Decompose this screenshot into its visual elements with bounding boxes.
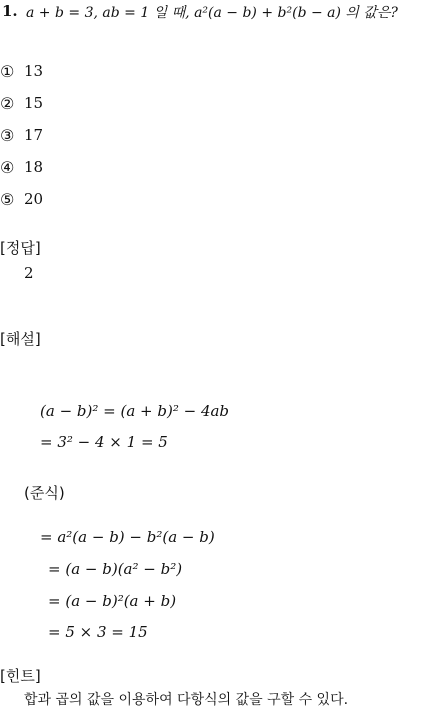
explanation-step-2: = (a − b)(a² − b²) bbox=[48, 560, 183, 578]
explanation-step-4: = 5 × 3 = 15 bbox=[48, 623, 148, 641]
choice-value: 13 bbox=[24, 62, 44, 80]
answer-heading: [정답] bbox=[0, 239, 41, 257]
choice-value: 18 bbox=[24, 158, 44, 176]
explanation-line-1: (a − b)² = (a + b)² − 4ab bbox=[40, 402, 230, 420]
explanation-heading: [해설] bbox=[0, 330, 41, 348]
choice-mark: ④ bbox=[0, 158, 15, 177]
question-number: 1. bbox=[2, 2, 18, 20]
choice-mark: ① bbox=[0, 62, 15, 81]
choice-mark: ⑤ bbox=[0, 190, 15, 209]
choice-value: 15 bbox=[24, 94, 44, 112]
hint-text: 합과 곱의 값을 이용하여 다항식의 값을 구할 수 있다. bbox=[24, 692, 349, 708]
explanation-step-3: = (a − b)²(a + b) bbox=[48, 592, 177, 610]
choice-value: 20 bbox=[24, 190, 44, 208]
choice-mark: ③ bbox=[0, 126, 15, 145]
explanation-line-2: = 3² − 4 × 1 = 5 bbox=[40, 433, 168, 451]
question-text: a + b = 3, ab = 1 일 때, a²(a − b) + b²(b − a) 의 값은? bbox=[26, 5, 398, 21]
choice-value: 17 bbox=[24, 126, 44, 144]
choice-mark: ② bbox=[0, 94, 15, 113]
hint-heading: [힌트] bbox=[0, 667, 41, 685]
explanation-step-1: = a²(a − b) − b²(a − b) bbox=[40, 528, 215, 546]
explanation-subheading: (준식) bbox=[24, 484, 65, 502]
answer-value: 2 bbox=[24, 264, 34, 282]
